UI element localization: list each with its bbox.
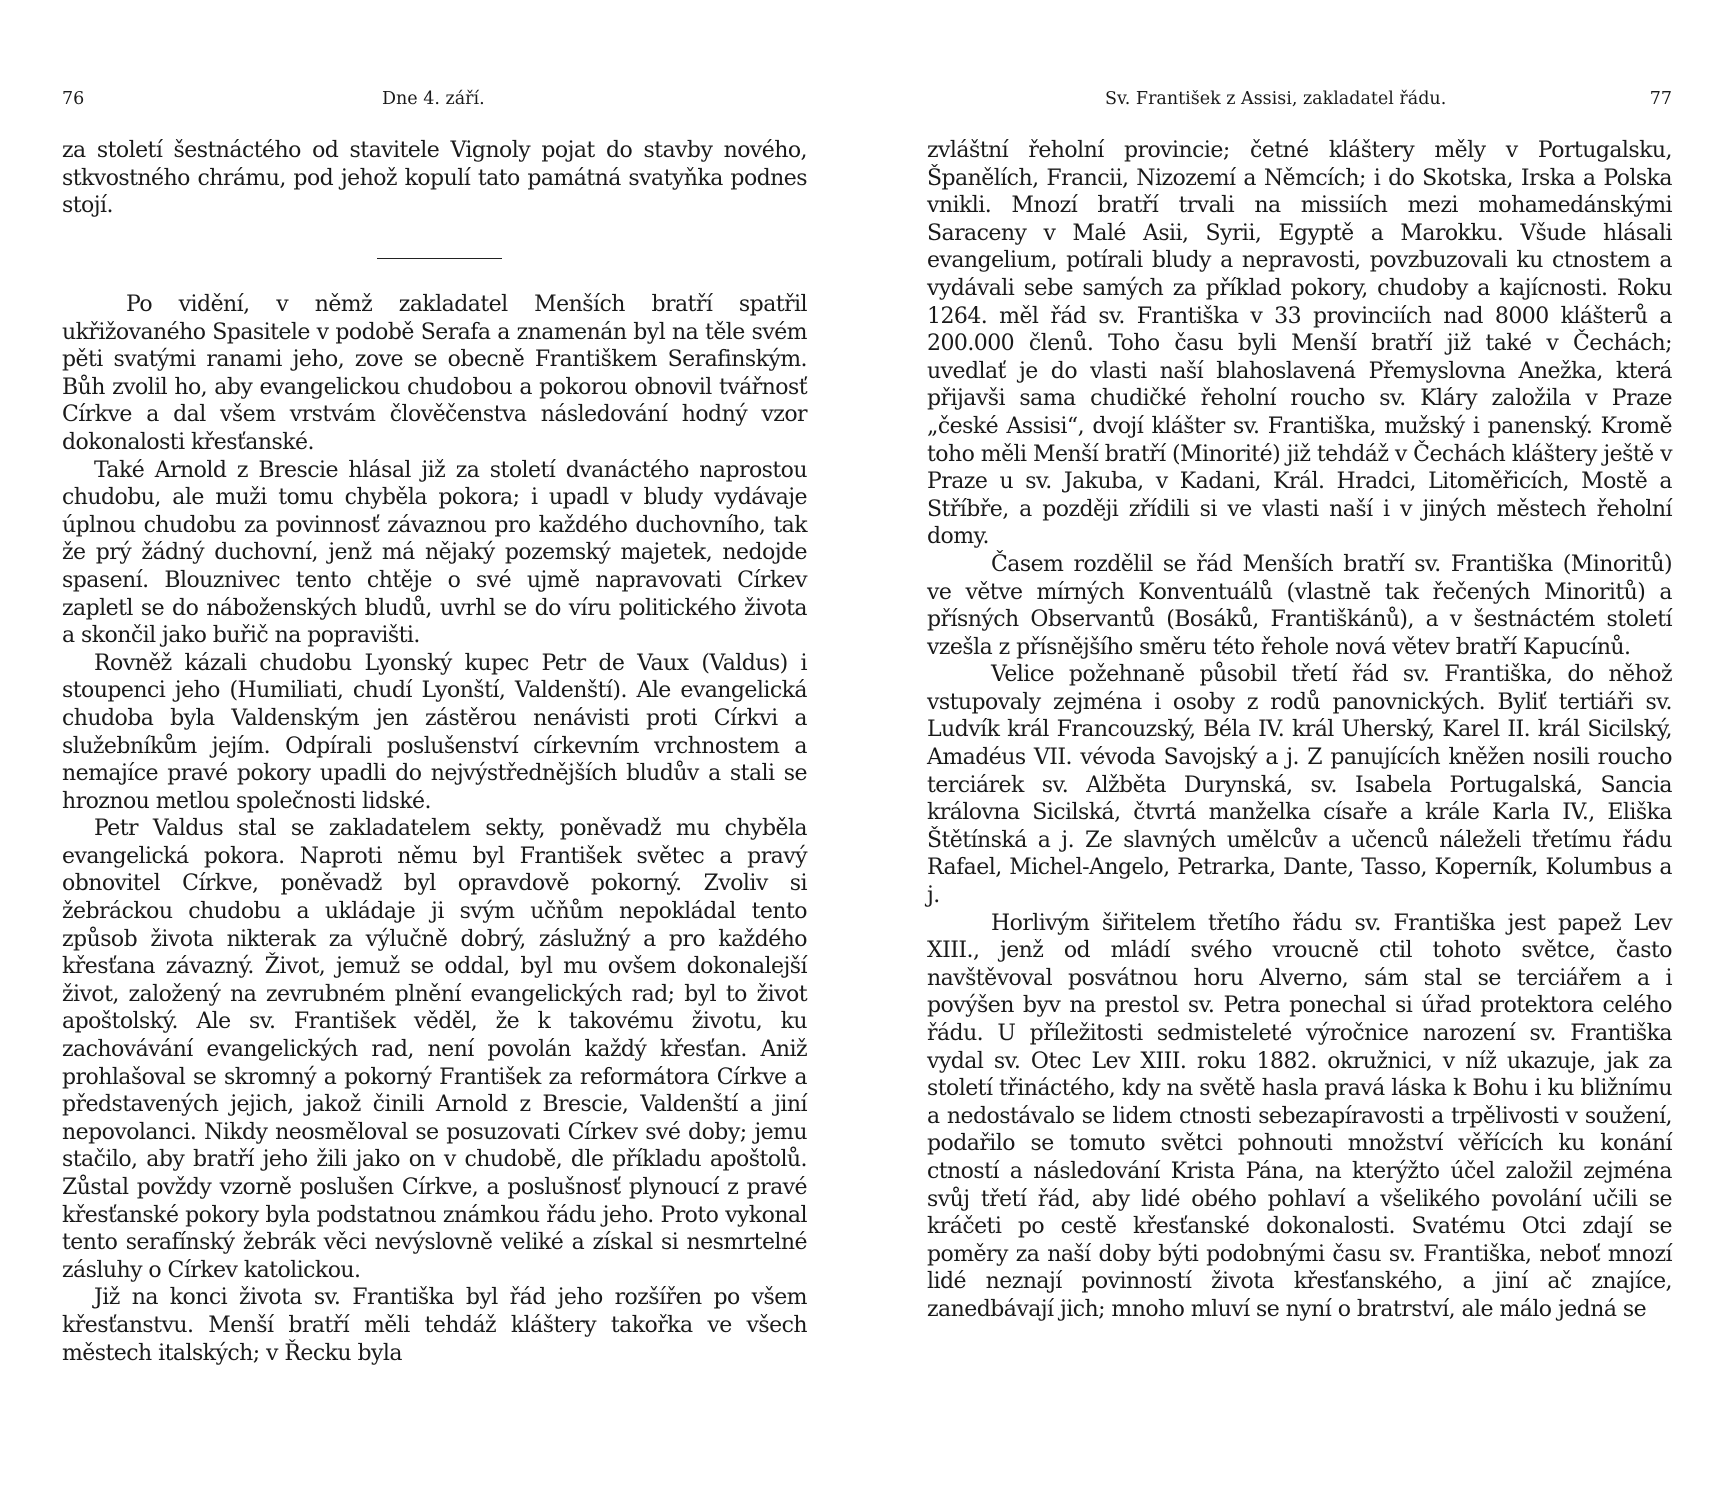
right-main-text (927, 137, 1672, 1324)
left-page-number: 76 (62, 89, 85, 109)
right-page-number: 77 (1649, 89, 1672, 109)
paragraph: Již na konci života sv. Františka byl řád jeho rozšířen po všem křesťanstvu. Menší bratří měli tehdáž kláštery takořka ve všech městech italských; v Řecku byla (62, 1285, 807, 1366)
paragraph: Časem rozdělil se řád Menších bratří sv. Františka (Minoritů) ve větve mírných Konventuálů (vlastně tak řečených Minoritů) a přísných Observantů (Bosáků, Františkánů), a v šestnáctém století vzešla z přísnějšího směru této řehole nová větev bratří Kapucínů. (927, 551, 1672, 660)
left-top-text (62, 137, 807, 220)
section-divider (377, 258, 502, 259)
paragraph: Rovněž kázali chudobu Lyonský kupec Petr de Vaux (Valdus) i stoupenci jeho (Humiliati, chudí Lyonští, Valdenští). Ale evangelická chudoba byla Valdenským jen zástěrou nenávisti proti Církvi a služebníkům jejím. Odpírali poslušenství církevním vrchnostem a nemajíce pravé pokory upadli do nejvýstřednějších bludův a stali se hroznou metlou společnosti lidské. (62, 650, 807, 814)
paragraph: Petr Valdus stal se zakladatelem sekty, poněvadž mu chyběla evangelická pokora. Naproti němu byl František světec a pravý obnovitel Církve, poněvadž byl opravdově pokorný. Zvoliv si žebráckou chudobu a ukládaje ji svým učňům nepokládal tento způsob života nikterak za výlučně dobrý, záslužný a pro každého křesťana závazný. Život, jemuž se oddal, byl mu ovšem dokonalejší život, založený na zevrubném plnění evangelických rad; byl to život apoštolský. Ale sv. František věděl, že k takovému životu, ku zachovávání evangelických rad, není povolán každý křesťan. Aniž prohlašoval se skromný a pokorný František za reformátora Církve a představených jejich, jakož činili Arnold z Brescie, Valdenští a jiní nepovolanci. Nikdy neosměloval se posuzovati Církev své doby; jemu stačilo, aby bratří jeho žili jako on v chudobě, dle příkladu apoštolů. Zůstal povždy vzorně poslušen Církve, a poslušnosť plynoucí z pravé křesťanské pokory byla podstatnou známkou řádu jeho. Proto vykonal tento serafínský žebrák věci nevýslovně veliké a získal si nesmrtelné zásluhy o Církev katolickou. (62, 816, 807, 1283)
paragraph: Horlivým šiřitelem třetího řádu sv. Františka jest papež Lev XIII., jenž od mládí svého vroucně ctil tohoto světce, často navštěvoval posvátnou horu Alverno, sám stal se terciářem a i povýšen byv na prestol sv. Petra ponechal si úřad protektora celého řádu. U příležitosti sedmisteleté výročnice narození sv. Františka vydal sv. Otec Lev XIII. roku 1882. okružnici, v níž ukazuje, jak za století třináctého, kdy na světě hasla pravá láska k Bohu i ku bližnímu a nedostávalo se lidem ctnosti sebezapíravosti a trpělivosti v soužení, podařilo se tomuto světci pohnouti množství věřících ku konání ctností a následování Krista Pána, na kterýžto účel založil zejména svůj třetí řád, aby lidé obého pohlaví a všelikého povolání učili se kráčeti po cestě křesťanské dokonalosti. Svatému Otci zdají se poměry za naší doby býti podobnými času sv. Františka, neboť mnozí lidé neznají povinností života křesťanského, a jiní ač znajíce, zanedbávají jich; mnoho mluví se nyní o bratrství, ale málo jedná se (927, 910, 1672, 1322)
paragraph: zvláštní řeholní provincie; četné kláštery měly v Portugalsku, Španělích, Francii, Nizozemí a Němcích; i do Skotska, Irska a Polska vnikli. Mnozí bratří trvali na missiích mezi mohamedánskými Saraceny v Malé Asii, Syrii, Egyptě a Marokku. Všude hlásali evangelium, potírali bludy a nepravosti, povzbuzovali ku ctnostem a vydávali sebe samých za příklad pokory, chudoby a kajícnosti. Roku 1264. měl řád sv. Františka v 33 provinciích nad 8000 klášterů a 200.000 členů. Toho času byli Menší bratří již také v Čechách; uvedlať je do vlasti naší blahoslavená Přemyslovna Anežka, která přijavši sama chudičké řeholní roucho sv. Kláry založila v Praze „české Assisi“, dvojí klášter sv. Františka, mužský i panenský. Kromě toho měli Menší bratří (Minorité) již tehdáž v Čechách kláštery ještě v Praze u sv. Jakuba, v Kadani, Král. Hradci, Litoměřicích, Mostě a Stříbře, a později zřídili si ve vlasti naší i v jiných městech řeholní domy. (927, 138, 1672, 550)
right-running-title: Sv. František z Assisi, zakladatel řádu. (1105, 89, 1447, 109)
right-page (927, 0, 1672, 1500)
left-main-text (62, 291, 807, 1367)
paragraph: za století šestnáctého od stavitele Vignoly pojat do stavby nového, stkvostného chrámu, pod jehož kopulí tato památná svatyňka podnes stojí. (62, 138, 807, 219)
left-running-head (62, 84, 807, 114)
left-running-title: Dne 4. září. (382, 89, 485, 109)
paragraph: Po vidění, v němž zakladatel Menších bratří spatřil ukřižovaného Spasitele v podobě Serafa a znamenán byl na těle svém pěti svatými ranami jeho, zove se obecně Františkem Serafinským. Bůh zvolil ho, aby evangelickou chudobou a pokorou obnovil tvářnosť Církve a dal všem vrstvám člověčenstva následování hodný vzor dokonalosti křesťanské. (62, 292, 807, 455)
paragraph: Také Arnold z Brescie hlásal již za století dvanáctého naprostou chudobu, ale muži tomu chyběla pokora; i upadl v bludy vydávaje úplnou chudobu za povinnosť závaznou pro každého duchovního, tak že prý žádný duchovní, jenž má nějaký pozemský majetek, nedojde spasení. Blouznivec tento chtěje o své ujmě napravovati Církev zapletl se do náboženských bludů, uvrhl se do víru politického života a skončil jako buřič na popravišti. (62, 457, 807, 649)
right-running-head (927, 84, 1672, 114)
paragraph: Velice požehnaně působil třetí řád sv. Františka, do něhož vstupovaly zejména i osoby z rodů panovnických. Byliť tertiáři sv. Ludvík král Francouzský, Béla IV. král Uherský, Karel II. král Sicilský, Amadéus VII. vévoda Savojský a j. Z panujících kněžen nosili roucho terciárek sv. Alžběta Durynská, sv. Isabela Portugalská, Sancia královna Sicilská, čtvrtá manželka císaře a krále Karla IV., Eliška Štětínská a j. Ze slavných umělcův a učenců náleželi třetímu řádu Rafael, Michel-Angelo, Petrarka, Dante, Tasso, Koperník, Kolumbus a j. (927, 662, 1672, 909)
left-page (62, 0, 807, 1500)
